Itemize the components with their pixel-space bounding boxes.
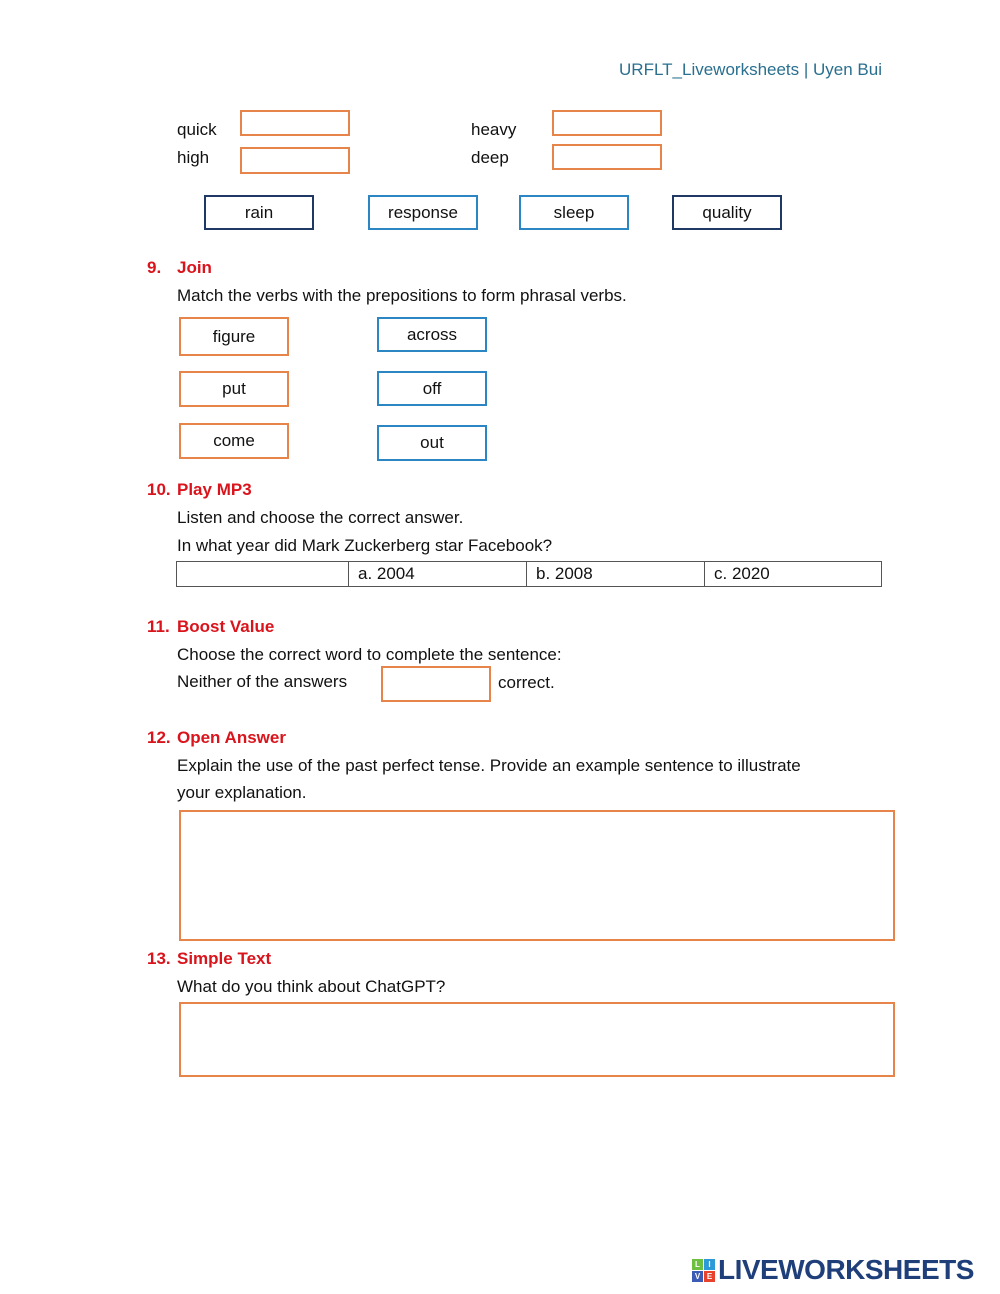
question-number: 12.	[147, 728, 171, 747]
worksheet-credit: URFLT_Liveworksheets | Uyen Bui	[619, 60, 882, 79]
question-number: 10.	[147, 480, 171, 499]
preposition-out[interactable]: out	[377, 425, 487, 461]
sentence-before: Neither of the answers	[177, 672, 348, 691]
option-quality[interactable]: quality	[672, 195, 782, 230]
option-a[interactable]: a. 2004	[349, 562, 527, 587]
answer-box-deep[interactable]	[552, 144, 662, 170]
answer-box-high[interactable]	[240, 147, 350, 174]
question-11-title	[147, 617, 274, 637]
question-9-title	[147, 258, 212, 278]
question-12-instruction-line1: Explain the use of the past perfect tense. Provide an example sentence to illustrate	[177, 756, 801, 775]
word-label-high: high	[177, 148, 210, 167]
question-11-instruction: Choose the correct word to complete the sentence:	[177, 645, 562, 664]
option-rain[interactable]: rain	[204, 195, 314, 230]
option-response[interactable]: response	[368, 195, 478, 230]
answer-box-quick[interactable]	[240, 110, 350, 136]
question-9-instruction: Match the verbs with the prepositions to form phrasal verbs.	[177, 286, 627, 305]
preposition-off[interactable]: off	[377, 371, 487, 406]
sentence-after: correct.	[498, 673, 555, 692]
question-10-prompt: In what year did Mark Zuckerberg star Facebook?	[177, 536, 553, 555]
question-12-title	[147, 728, 286, 748]
verb-figure[interactable]: figure	[179, 317, 289, 356]
verb-put[interactable]: put	[179, 371, 289, 407]
question-title: Play MP3	[177, 480, 252, 499]
option-sleep[interactable]: sleep	[519, 195, 629, 230]
question-number: 13.	[147, 949, 171, 968]
word-label-deep: deep	[471, 148, 509, 167]
word-label-quick: quick	[177, 120, 217, 139]
audio-player-cell[interactable]	[177, 562, 349, 587]
answer-box-heavy[interactable]	[552, 110, 662, 136]
preposition-across[interactable]: across	[377, 317, 487, 352]
question-13-instruction: What do you think about ChatGPT?	[177, 977, 446, 996]
option-b[interactable]: b. 2008	[527, 562, 705, 587]
question-13-title	[147, 949, 271, 969]
word-label-heavy: heavy	[471, 120, 517, 139]
question-10-instruction: Listen and choose the correct answer.	[177, 508, 464, 527]
question-title: Join	[177, 258, 212, 277]
question-number: 9.	[147, 258, 162, 277]
question-10-title	[147, 480, 252, 500]
question-title: Boost Value	[177, 617, 275, 636]
question-12-instruction-line2: your explanation.	[177, 783, 307, 802]
verb-come[interactable]: come	[179, 423, 289, 459]
logo-text: LIVEWORKSHEETS	[718, 1254, 974, 1285]
liveworksheets-logo	[692, 1254, 974, 1286]
option-c[interactable]: c. 2020	[705, 562, 882, 587]
question-number: 11.	[147, 617, 170, 636]
question-title: Open Answer	[177, 728, 286, 747]
answer-options-table	[176, 561, 882, 587]
question-title: Simple Text	[177, 949, 272, 968]
fill-in-answer-box[interactable]	[381, 666, 491, 702]
open-answer-textarea[interactable]	[179, 810, 895, 941]
simple-text-input[interactable]	[179, 1002, 895, 1077]
logo-tiles-icon: L I V E	[692, 1259, 715, 1282]
